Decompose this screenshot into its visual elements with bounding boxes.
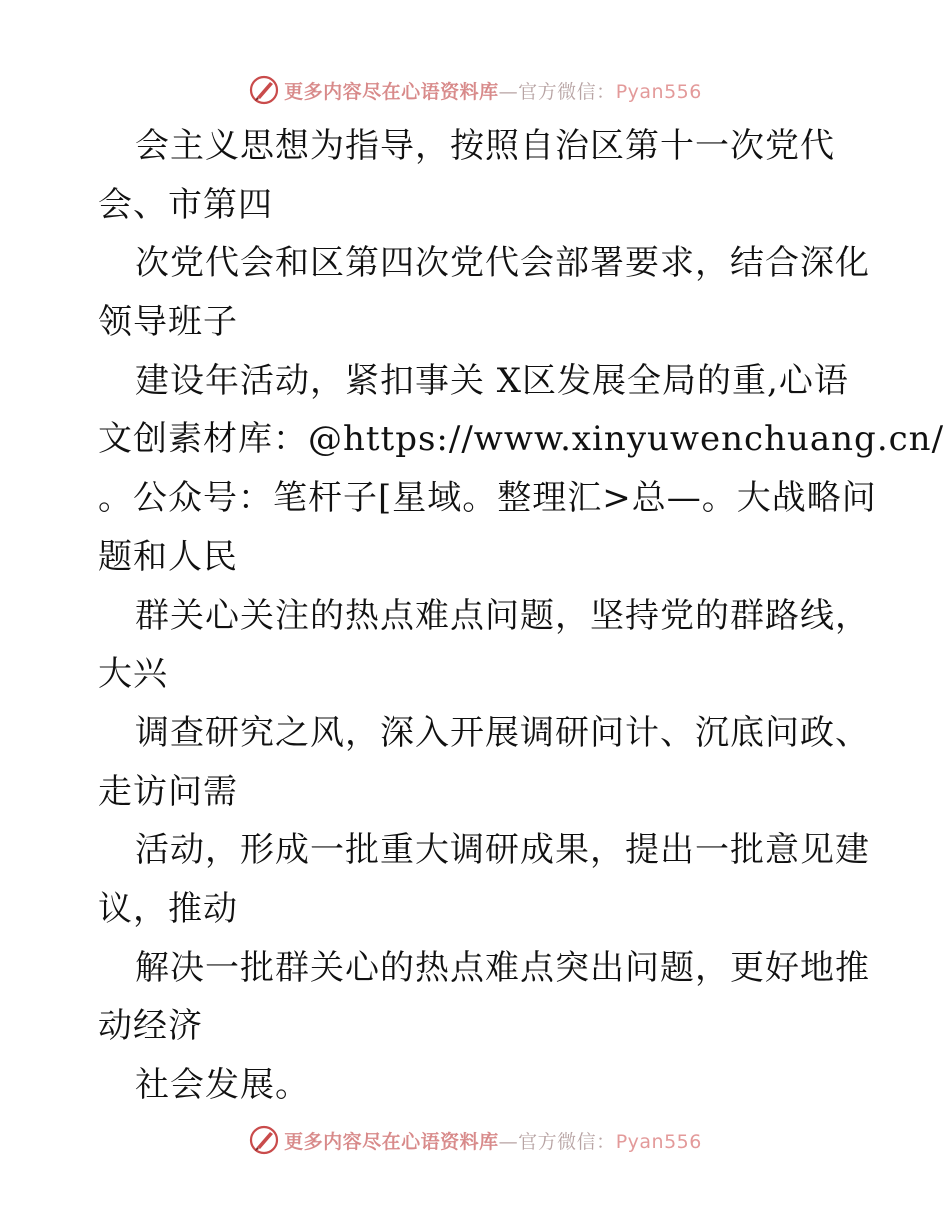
watermark-text [284, 1127, 702, 1154]
quill-pen-logo-icon [248, 1124, 280, 1156]
text-line: 议，推动 [98, 888, 238, 929]
text-line: 走访问需 [98, 771, 238, 812]
watermark-text [284, 77, 702, 104]
text-line: 会、市第四 [98, 184, 273, 225]
watermark-official-label: 官方微信： [518, 1130, 616, 1153]
footer-watermark [0, 1120, 950, 1160]
text-line: 社会发展。 [135, 1065, 310, 1105]
text-line: 次党代会和区第四次党代会部署要求，结合深化 [135, 243, 870, 284]
watermark-official-label: 官方微信： [518, 80, 616, 103]
text-line: 。公众号：笔杆子[星域。整理汇>总—。大战略问 [98, 478, 877, 519]
watermark-dash: — [498, 1130, 519, 1153]
text-line: 大兴 [98, 654, 168, 695]
quill-pen-logo-icon [248, 74, 280, 106]
text-line: 活动，形成一批重大调研成果，提出一批意见建 [135, 830, 870, 871]
text-line: 调查研究之风，深入开展调研问计、沉底问政、 [135, 712, 870, 753]
watermark-wechat-id: Pyan556 [615, 1130, 702, 1153]
text-line: 动经济 [98, 1006, 203, 1047]
watermark-wechat-id: Pyan556 [615, 80, 702, 103]
text-line: 题和人民 [98, 536, 238, 577]
text-line-url: 文创素材库：@https://www.xinyuwenchuang.cn/ [98, 419, 945, 460]
header-watermark [0, 70, 950, 110]
watermark-brand: 更多内容尽在心语资料库 [284, 80, 499, 103]
text-line: 解决一批群关心的热点难点突出问题，更好地推 [135, 947, 870, 988]
watermark-dash: — [498, 80, 519, 103]
text-line: 建设年活动，紧扣事关 X区发展全局的重,心语 [135, 360, 849, 401]
text-line: 会主义思想为指导，按照自治区第十一次党代 [135, 126, 835, 166]
text-line: 领导班子 [98, 302, 238, 343]
document-body [98, 117, 945, 1115]
watermark-brand: 更多内容尽在心语资料库 [284, 1130, 499, 1153]
text-line: 群关心关注的热点难点问题，坚持党的群路线， [135, 595, 870, 636]
